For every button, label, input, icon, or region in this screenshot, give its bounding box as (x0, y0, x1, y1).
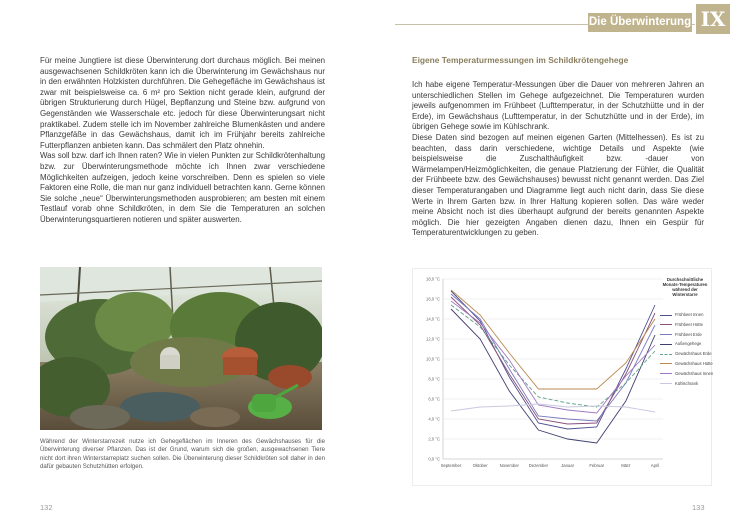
page-number-left: 132 (40, 503, 53, 512)
x-tick-label: September (440, 463, 462, 468)
series-line (451, 290, 655, 389)
x-tick-label: Oktober (472, 463, 488, 468)
y-tick-label: 16,0 °C (425, 296, 440, 302)
legend-item (660, 310, 712, 320)
x-tick-label: März (621, 463, 631, 468)
y-tick-label: 4,0 °C (428, 416, 440, 422)
page-number-right: 133 (692, 503, 705, 512)
legend-item (660, 320, 712, 330)
legend-swatch (660, 334, 672, 335)
x-tick-label: Februar (589, 463, 605, 468)
legend-swatch (660, 354, 672, 355)
legend-label: Frühbeet Erde (675, 331, 702, 337)
series-line (451, 294, 655, 421)
legend-swatch (660, 315, 672, 316)
legend-swatch (660, 324, 672, 325)
chapter-number: IX (696, 4, 730, 34)
series-line (451, 404, 655, 412)
legend-swatch (660, 383, 672, 384)
y-tick-label: 6,0 °C (428, 396, 440, 402)
legend-item (660, 379, 712, 389)
legend-label: Gewächshaus Erde (675, 351, 712, 357)
legend-item (660, 339, 712, 349)
photo-caption: Während der Winterstarrezeit nutze ich Gehegeflächen im Inneren des Gewächshauses für die Überwinterung diverser Pflanzen. Das ist der Grund, warum sich die großen, ausgewachsenen Tiere nicht dort ihren Winterstarreplatz suchen sollen. Die Überwinterung dieser Schildkröten soll daher in den dafür gebauten Schutzhütten erfolgen. (40, 438, 325, 471)
y-tick-label: 12,0 °C (425, 336, 440, 342)
greenhouse-photo-illustration (40, 267, 322, 430)
legend-swatch (660, 344, 672, 345)
y-tick-label: 8,0 °C (428, 376, 440, 382)
legend-label: Kühlschrank (675, 380, 699, 386)
x-tick-label: Dezember (528, 463, 549, 468)
chapter-title: Die Überwinterung (588, 13, 692, 32)
left-body-text: Für meine Jungtiere ist diese Überwinterung dort durchaus möglich. Bei meinen ausgewachsenen Schildkröten kann ich die Überwinterung im Gewächshaus nur in den erwähnten Holzkisten durchführen. Die Gehegefläche im Gewächshaus ist zwar mit beispielsweise ca. 6 m² pro Sektion nicht gerade klein, aufgrund der übrigen Strukturierung durch Hügel, Bepflanzung und Steine bzw. aufgrund von Gegenständen wie Wasserschale etc. jedoch für diese Überwinterungsart nicht praktikabel. Zudem stelle ich im November zahlreiche Blumenkästen und andere Pflanzgefäße in das Gewächshaus, damit ich im Frühjahr bereits zahlreiche Futterpflanzen anbieten kann. Das schmälert den Platz ohnehin. Was soll bzw. darf ich Ihnen raten? Wie in vielen Punkten zur Schildkrötenhaltung bzw. zur Überwinterungsmethode möchte ich Ihnen zwar verschiedene Möglichkeiten aufzeigen, jedoch keine vorschreiben. Denn es spielen so viele Faktoren eine Rolle, die man nur ganz individuell betrachten kann. Gerne können Sie solche „neue“ Überwinterungsmethoden ausprobieren; am besten mit einem Testlauf vorab ohne Schildkröten, in dem Sie die Temperaturen an solchen Überwinterungsquartieren notieren und später auswerten. (40, 56, 325, 224)
greenhouse-photo (40, 267, 322, 430)
y-tick-label: 14,0 °C (425, 316, 440, 322)
legend-swatch (660, 363, 672, 364)
legend-item (660, 359, 712, 369)
y-tick-label: 18,0 °C (425, 276, 440, 282)
legend-item (660, 369, 712, 379)
right-body-text: Ich habe eigene Temperatur-Messungen über die Dauer von mehreren Jahren an unterschiedlichen Stellen im Gehege aufgezeichnet. Die Temperaturen wurden jeweils aufgenommen im Frühbeet (Lufttemperatur, in der Schutzhütte und in der Erde), im Gewächshaus (Lufttemperatur, in der Schutzhütte und in der Erde), im übrigen Gehege sowie im Kühlschrank. Diese Daten sind bezogen auf meinen eigenen Garten (Mittelhessen). Es ist zu beachten, dass darin verschiedene, wichtige Details und Aspekte (wie beispielsweise die Zuschalthäufigkeit bzw. -dauer von Wärmelampen/Heizmöglichkeiten, die genaue Platzierung der Fühler, die Qualität der Frühbeete bzw. des Gewächshauses) bewusst nicht genannt werden. Das Ziel dieser Temperaturangaben und Diagramme liegt auch nicht darin, dass Sie diese Werte in Ihrem Garten bzw. in Ihrer Haltung kopieren sollen. Das wäre weder meine Absicht noch ist dies überhaupt aufgrund der bereits genannten Aspekte möglich. Die hier gezeigten Angaben dienen dazu, Ihnen ein Gespür für Temperaturentwicklungen zu geben. (412, 80, 704, 238)
series-line (451, 291, 655, 429)
chart-title: Durchschnittliche Monats-Temperaturen während der Winterstarre (662, 277, 708, 297)
y-tick-label: 2,0 °C (428, 436, 440, 442)
series-line (451, 301, 655, 413)
y-tick-label: 0,0 °C (428, 456, 440, 462)
legend-label: Frühbeet Innen (675, 312, 704, 317)
legend-label: Gewächshaus Hütte (675, 360, 713, 366)
x-tick-label: April (650, 463, 660, 468)
section-heading: Eigene Temperaturmessungen im Schildkrötengehege (412, 55, 629, 65)
series-line (451, 305, 655, 407)
legend-item (660, 330, 712, 340)
x-tick-label: Januar (561, 463, 574, 468)
legend-label: Frühbeet Hütte (675, 321, 703, 327)
y-tick-label: 10,0 °C (425, 356, 440, 362)
legend-item (660, 349, 712, 359)
legend-label: Außengehege (675, 341, 702, 347)
legend-label: Gewächshaus Innen (675, 370, 714, 376)
chart-legend (660, 310, 712, 388)
legend-swatch (660, 373, 672, 374)
x-tick-label: November (499, 463, 519, 468)
series-line (451, 297, 655, 424)
